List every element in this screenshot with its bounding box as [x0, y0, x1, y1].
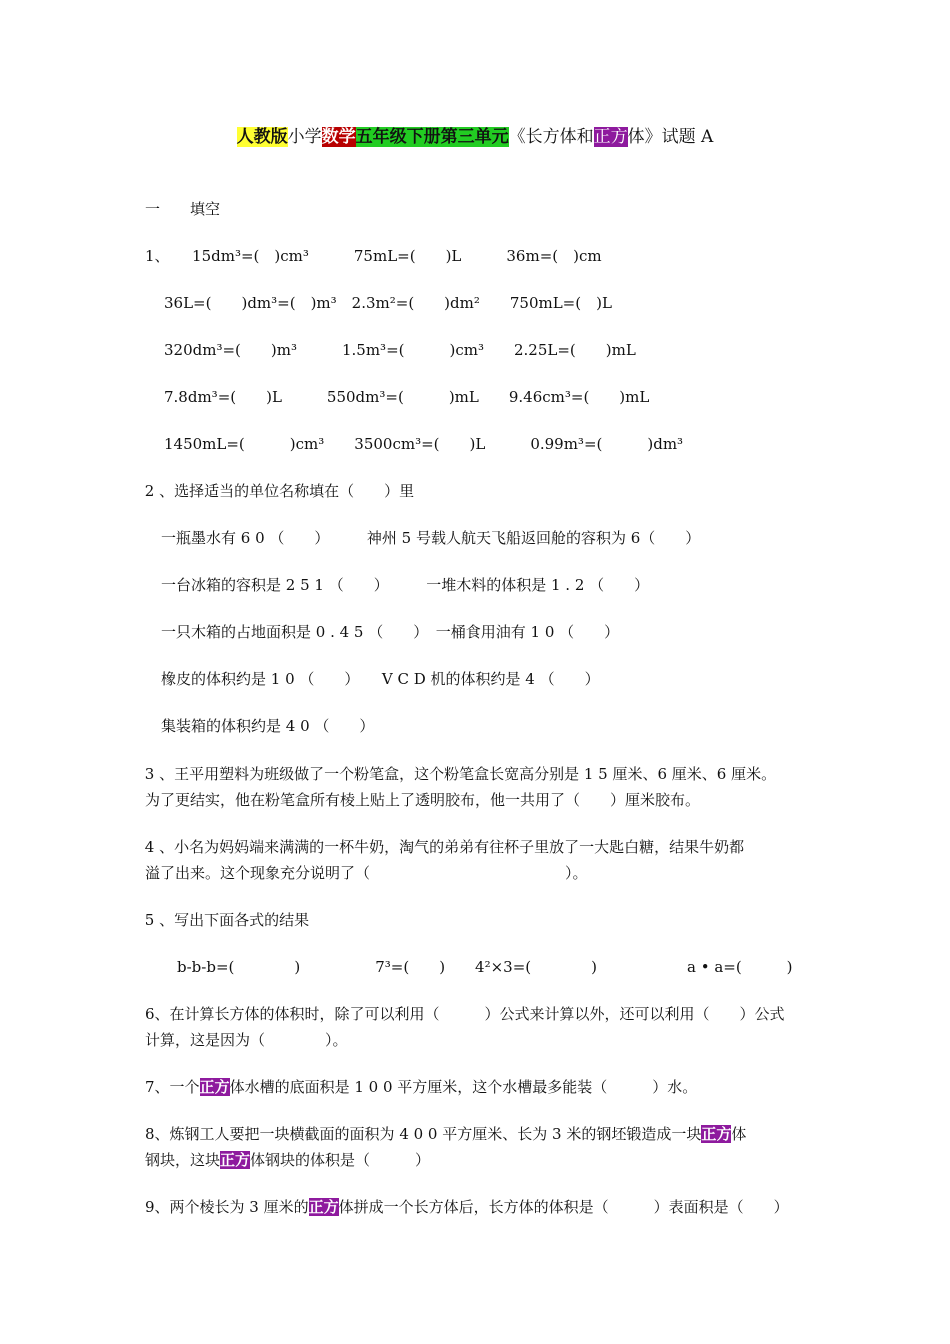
q8-highlight-a: 正方	[701, 1125, 732, 1143]
q7-text-post: 体水槽的底面积是 1 0 0 平方厘米，这个水槽最多能装（ ）水。	[229, 1078, 698, 1096]
q4-line-1: 4 、小名为妈妈端来满满的一杯牛奶，淘气的弟弟有往杯子里放了一大匙白糖，结果牛奶都	[140, 838, 745, 856]
q8-text-b-pre: 钢块，这块	[145, 1151, 221, 1169]
q2-row-3: 一只木箱的占地面积是 0 . 4 5 （ ） 一桶食用油有 1 0 （ ）	[161, 623, 620, 641]
q8-text-a-pre: 8、炼钢工人要把一块横截面的面积为 4 0 0 平方厘米、长为 3 米的钢坯锻造成一块	[145, 1125, 702, 1143]
q6-line-1: 6、在计算长方体的体积时，除了可以利用（ ）公式来计算以外，还可以利用（ ）公式	[145, 1005, 785, 1023]
q8-text-b-post: 体钢块的体积是（ ）	[250, 1151, 431, 1169]
q1-row-5: 1450mL=( )cm³ 3500cm³=( )L 0.99m³=( )dm³	[164, 435, 684, 453]
title-seg-highlight: 正方	[593, 127, 628, 147]
title-seg-end: 体》试题 A	[627, 127, 714, 147]
title-seg-school: 小学	[287, 127, 322, 147]
q2-row-2: 一台冰箱的容积是 2 5 1 （ ） 一堆木料的体积是 1 . 2 （ ）	[161, 576, 650, 594]
q2-row-4: 橡皮的体积约是 1 0 （ ） V C D 机的体积约是 4 （ ）	[161, 670, 600, 688]
q7-highlight: 正方	[199, 1078, 230, 1096]
q1-row-4: 7.8dm³=( )L 550dm³=( )mL 9.46cm³=( )mL	[164, 388, 650, 406]
q1-row-2: 36L=( )dm³=( )m³ 2.3m²=( )dm² 750mL=( )L	[164, 294, 612, 312]
q1-row-1: 1、 15dm³=( )cm³ 75mL=( )L 36m=( )cm	[145, 247, 602, 265]
q8-highlight-b: 正方	[220, 1151, 251, 1169]
q4-line-2: 溢了出来。这个现象充分说明了（ ）。	[145, 864, 588, 882]
document-title	[0, 126, 950, 148]
q3-line-2: 为了更结实，他在粉笔盒所有棱上贴上了透明胶布，他一共用了（ ）厘米胶布。	[145, 791, 701, 809]
q9-text-post: 体拼成一个长方体后，长方体的体积是（ ）表面积是（ ）	[338, 1198, 789, 1216]
q9-line	[145, 1197, 789, 1217]
title-seg-grade: 五年级下册	[355, 127, 441, 147]
title-seg-subject: 数学	[321, 127, 356, 147]
section-heading: 一 填空	[145, 200, 221, 218]
q8-text-a-post: 体	[731, 1125, 747, 1143]
q5-row-1: b-b-b=( ) 7³=( ) 4²×3=( ) a • a=( )	[177, 958, 793, 976]
title-seg-topic: 《长方体和	[508, 127, 594, 147]
q1-row-3: 320dm³=( )m³ 1.5m³=( )cm³ 2.25L=( )mL	[164, 341, 636, 359]
title-seg-publisher: 人教版	[236, 127, 288, 147]
q7-line	[145, 1077, 697, 1097]
q2-row-1: 一瓶墨水有 6 0 （ ） 神州 5 号载人航天飞船返回舱的容积为 6（ ）	[161, 529, 701, 547]
q2-heading: 2 、选择适当的单位名称填在（ ）里	[140, 482, 415, 500]
q9-text-pre: 9、两个棱长为 3 厘米的	[145, 1198, 309, 1216]
title-seg-unit: 第三单元	[440, 127, 509, 147]
q2-row-5: 集装箱的体积约是 4 0 （ ）	[161, 717, 375, 735]
q5-heading: 5 、写出下面各式的结果	[140, 911, 310, 929]
q3-line-1: 3 、王平用塑料为班级做了一个粉笔盒，这个粉笔盒长宽高分别是 1 5 厘米、6 厘米、6 厘米。	[140, 765, 777, 783]
q9-highlight: 正方	[308, 1198, 339, 1216]
q8-line-2	[145, 1150, 430, 1170]
q8-line-1	[145, 1124, 746, 1144]
q7-text-pre: 7、一个	[145, 1078, 200, 1096]
q6-line-2: 计算，这是因为（ ）。	[145, 1031, 348, 1049]
